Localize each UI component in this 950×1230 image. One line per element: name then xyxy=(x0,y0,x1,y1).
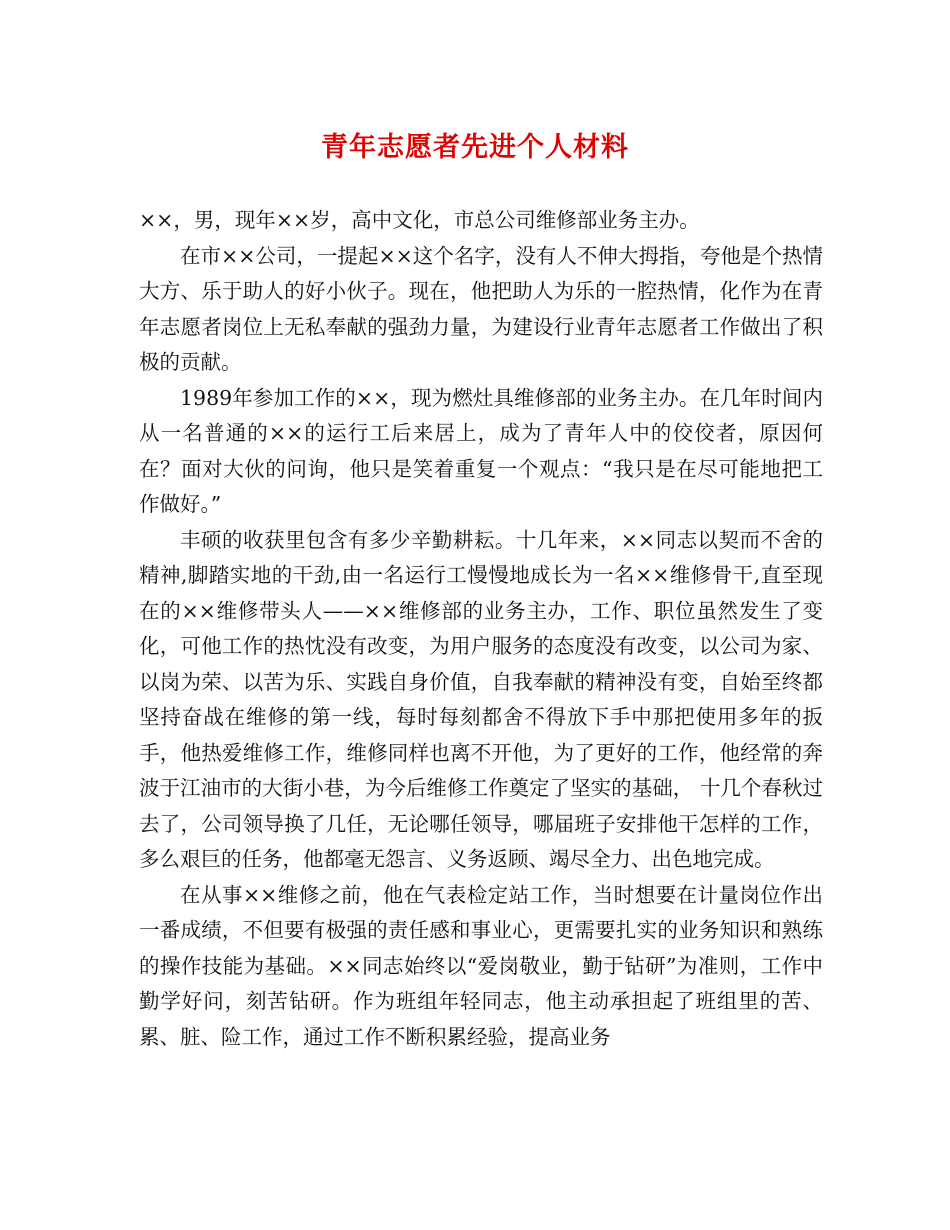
document-title: 青年志愿者先进个人材料 xyxy=(321,132,629,163)
paragraph-reputation: 在市××公司，一提起××这个名字，没有人不伸大拇指，夸他是个热情大方、乐于助人的好小伙子。现在，他把助人为乐的一腔热情，化作为在青年志愿者岗位上无私奉献的强劲力量，为建设行业青年志愿者工作做出了积极的贡献。 xyxy=(139,243,823,374)
paragraph-earlier-work: 在从事××维修之前，他在气表检定站工作，当时想要在计量岗位作出一番成绩，不但要有极强的责任感和事业心，更需要扎实的业务知识和熟练的操作技能为基础。××同志始终以“爱岗敬业，勤于钻研”为准则，工作中勤学好问，刻苦钻研。作为班组年轻同志，他主动承担起了班组里的苦、累、脏、险工作，通过工作不断积累经验，提高业务 xyxy=(139,882,823,1049)
paragraph-career-start: 1989年参加工作的××，现为燃灶具维修部的业务主办。在几年时间内从一名普通的××的运行工后来居上，成为了青年人中的佼佼者，原因何在？面对大伙的问询，他只是笑着重复一个观点：“我只是在尽可能地把工作做好。” xyxy=(139,385,823,516)
paragraph-intro: ××，男，现年××岁，高中文化，市总公司维修部业务主办。 xyxy=(139,208,700,232)
document-body xyxy=(139,203,823,1055)
paragraph-dedication: 丰硕的收获里包含有多少辛勤耕耘。十几年来，××同志以契而不舍的精神,脚踏实地的干劲,由一名运行工慢慢地成长为一名××维修骨干,直至现在的××维修带头人——××维修部的业务主办，工作、职位虽然发生了变化，可他工作的热忱没有改变，为用户服务的态度没有改变，以公司为家、以岗为荣、以苦为乐、实践自身价值，自我奉献的精神没有变，自始至终都坚持奋战在维修的第一线，每时每刻都舍不得放下手中那把使用多年的扳手，他热爱维修工作，维修同样也离不开他，为了更好的工作，他经常的奔波于江油市的大街小巷，为今后维修工作奠定了坚实的基础， 十几个春秋过去了，公司领导换了几任，无论哪任领导，哪届班子安排他干怎样的工作，多么艰巨的任务，他都毫无怨言、义务返顾、竭尽全力、出色地完成。 xyxy=(139,527,823,871)
